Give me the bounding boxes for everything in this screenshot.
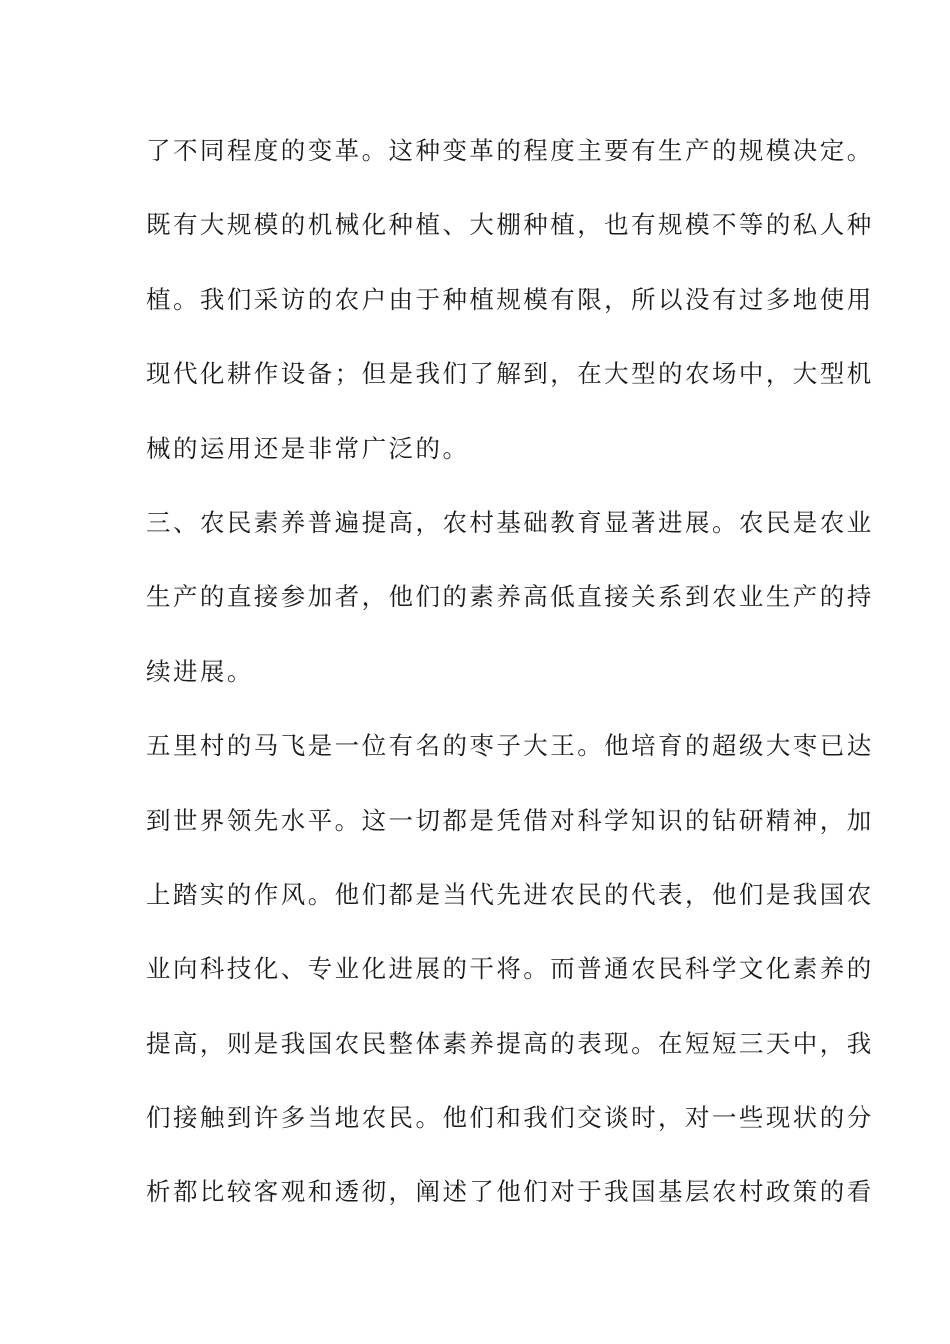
body-text: [146, 128, 874, 1244]
text-line: 提高，则是我国农民整体素养提高的表现。在短短三天中，我: [146, 1028, 874, 1058]
text-line: 械的运用还是非常广泛的。: [146, 433, 470, 463]
text-line: 续进展。: [146, 656, 254, 686]
text-line: 三、农民素养普遍提高，农村基础教育显著进展。农民是农业: [146, 507, 874, 537]
text-line: 植。我们采访的农户由于种植规模有限，所以没有过多地使用: [146, 284, 874, 314]
text-line: 了不同程度的变革。这种变革的程度主要有生产的规模决定。: [146, 136, 874, 165]
text-line: 生产的直接参加者，他们的素养高低直接关系到农业生产的持: [146, 582, 874, 612]
text-line: 们接触到许多当地农民。他们和我们交谈时，对一些现状的分: [146, 1103, 874, 1133]
text-line: 业向科技化、专业化进展的干将。而普通农民科学文化素养的: [146, 954, 874, 984]
text-line: 上踏实的作风。他们都是当代先进农民的代表，他们是我国农: [146, 879, 874, 909]
text-line: 五里村的马飞是一位有名的枣子大王。他培育的超级大枣已达: [146, 731, 874, 761]
text-line: 既有大规模的机械化种植、大棚种植，也有规模不等的私人种: [146, 210, 874, 240]
text-line: 析都比较客观和透彻，阐述了他们对于我国基层农村政策的看: [146, 1177, 874, 1207]
text-line: 现代化耕作设备；但是我们了解到，在大型的农场中，大型机: [146, 359, 874, 389]
text-line: 到世界领先水平。这一切都是凭借对科学知识的钻研精神，加: [146, 805, 874, 835]
